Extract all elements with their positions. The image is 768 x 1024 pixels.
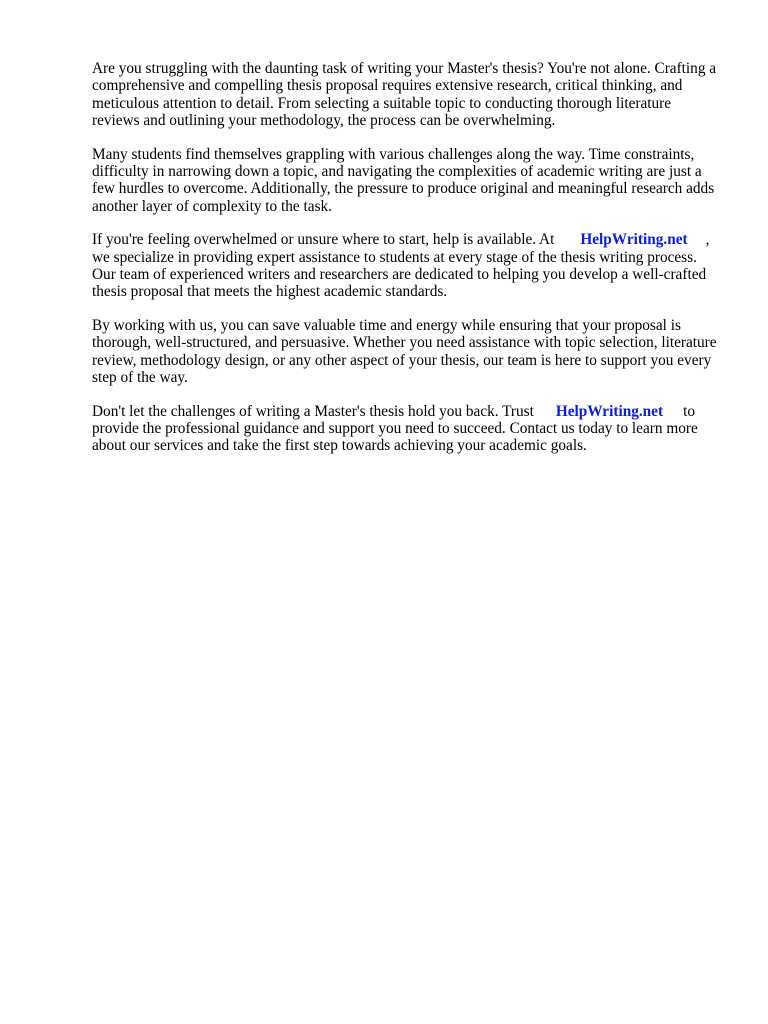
paragraph-help bbox=[92, 231, 720, 301]
paragraph-intro: Are you struggling with the daunting task of writing your Master's thesis? You're not alone. Crafting a comprehensive and compelling thesis proposal requires extensive research, critical thinking, and meticulous attention to detail. From selecting a suitable topic to conducting thorough literature reviews and outlining your methodology, the process can be overwhelming. bbox=[92, 60, 717, 130]
paragraph-help-lead: If you're feeling overwhelmed or unsure where to start, help is available. At bbox=[92, 231, 555, 249]
paragraph-closing-rest: to provide the professional guidance and support you need to succeed. Contact us today to learn more about our services and take the first step towards achieving your academic goals. bbox=[92, 402, 698, 455]
helpwriting-link-1[interactable]: HelpWriting.net bbox=[580, 231, 688, 249]
helpwriting-link-2[interactable]: HelpWriting.net bbox=[555, 402, 664, 420]
paragraph-closing-lead: Don't let the challenges of writing a Master's thesis hold you back. Trust bbox=[92, 402, 534, 420]
paragraph-benefits: By working with us, you can save valuable time and energy while ensuring that your proposal is thorough, well-structured, and persuasive. Whether you need assistance with topic selection, literature review, methodology design, or any other aspect of your thesis, our team is here to support you every step of the way. bbox=[92, 316, 717, 387]
paragraph-help-rest: , we specialize in providing expert assistance to students at every stage of the thesis writing process. Our team of experienced writers and researchers are dedicated to helping you develop a well-crafted thesis proposal that meets the highest academic standards. bbox=[92, 231, 710, 301]
paragraph-challenges: Many students find themselves grappling with various challenges along the way. Time constraints, difficulty in narrowing down a topic, and navigating the complexities of academic writing are just a few hurdles to overcome. Additionally, the pressure to produce original and meaningful research adds another layer of complexity to the task. bbox=[92, 145, 715, 215]
paragraph-closing bbox=[92, 403, 720, 455]
document-body bbox=[92, 60, 720, 471]
